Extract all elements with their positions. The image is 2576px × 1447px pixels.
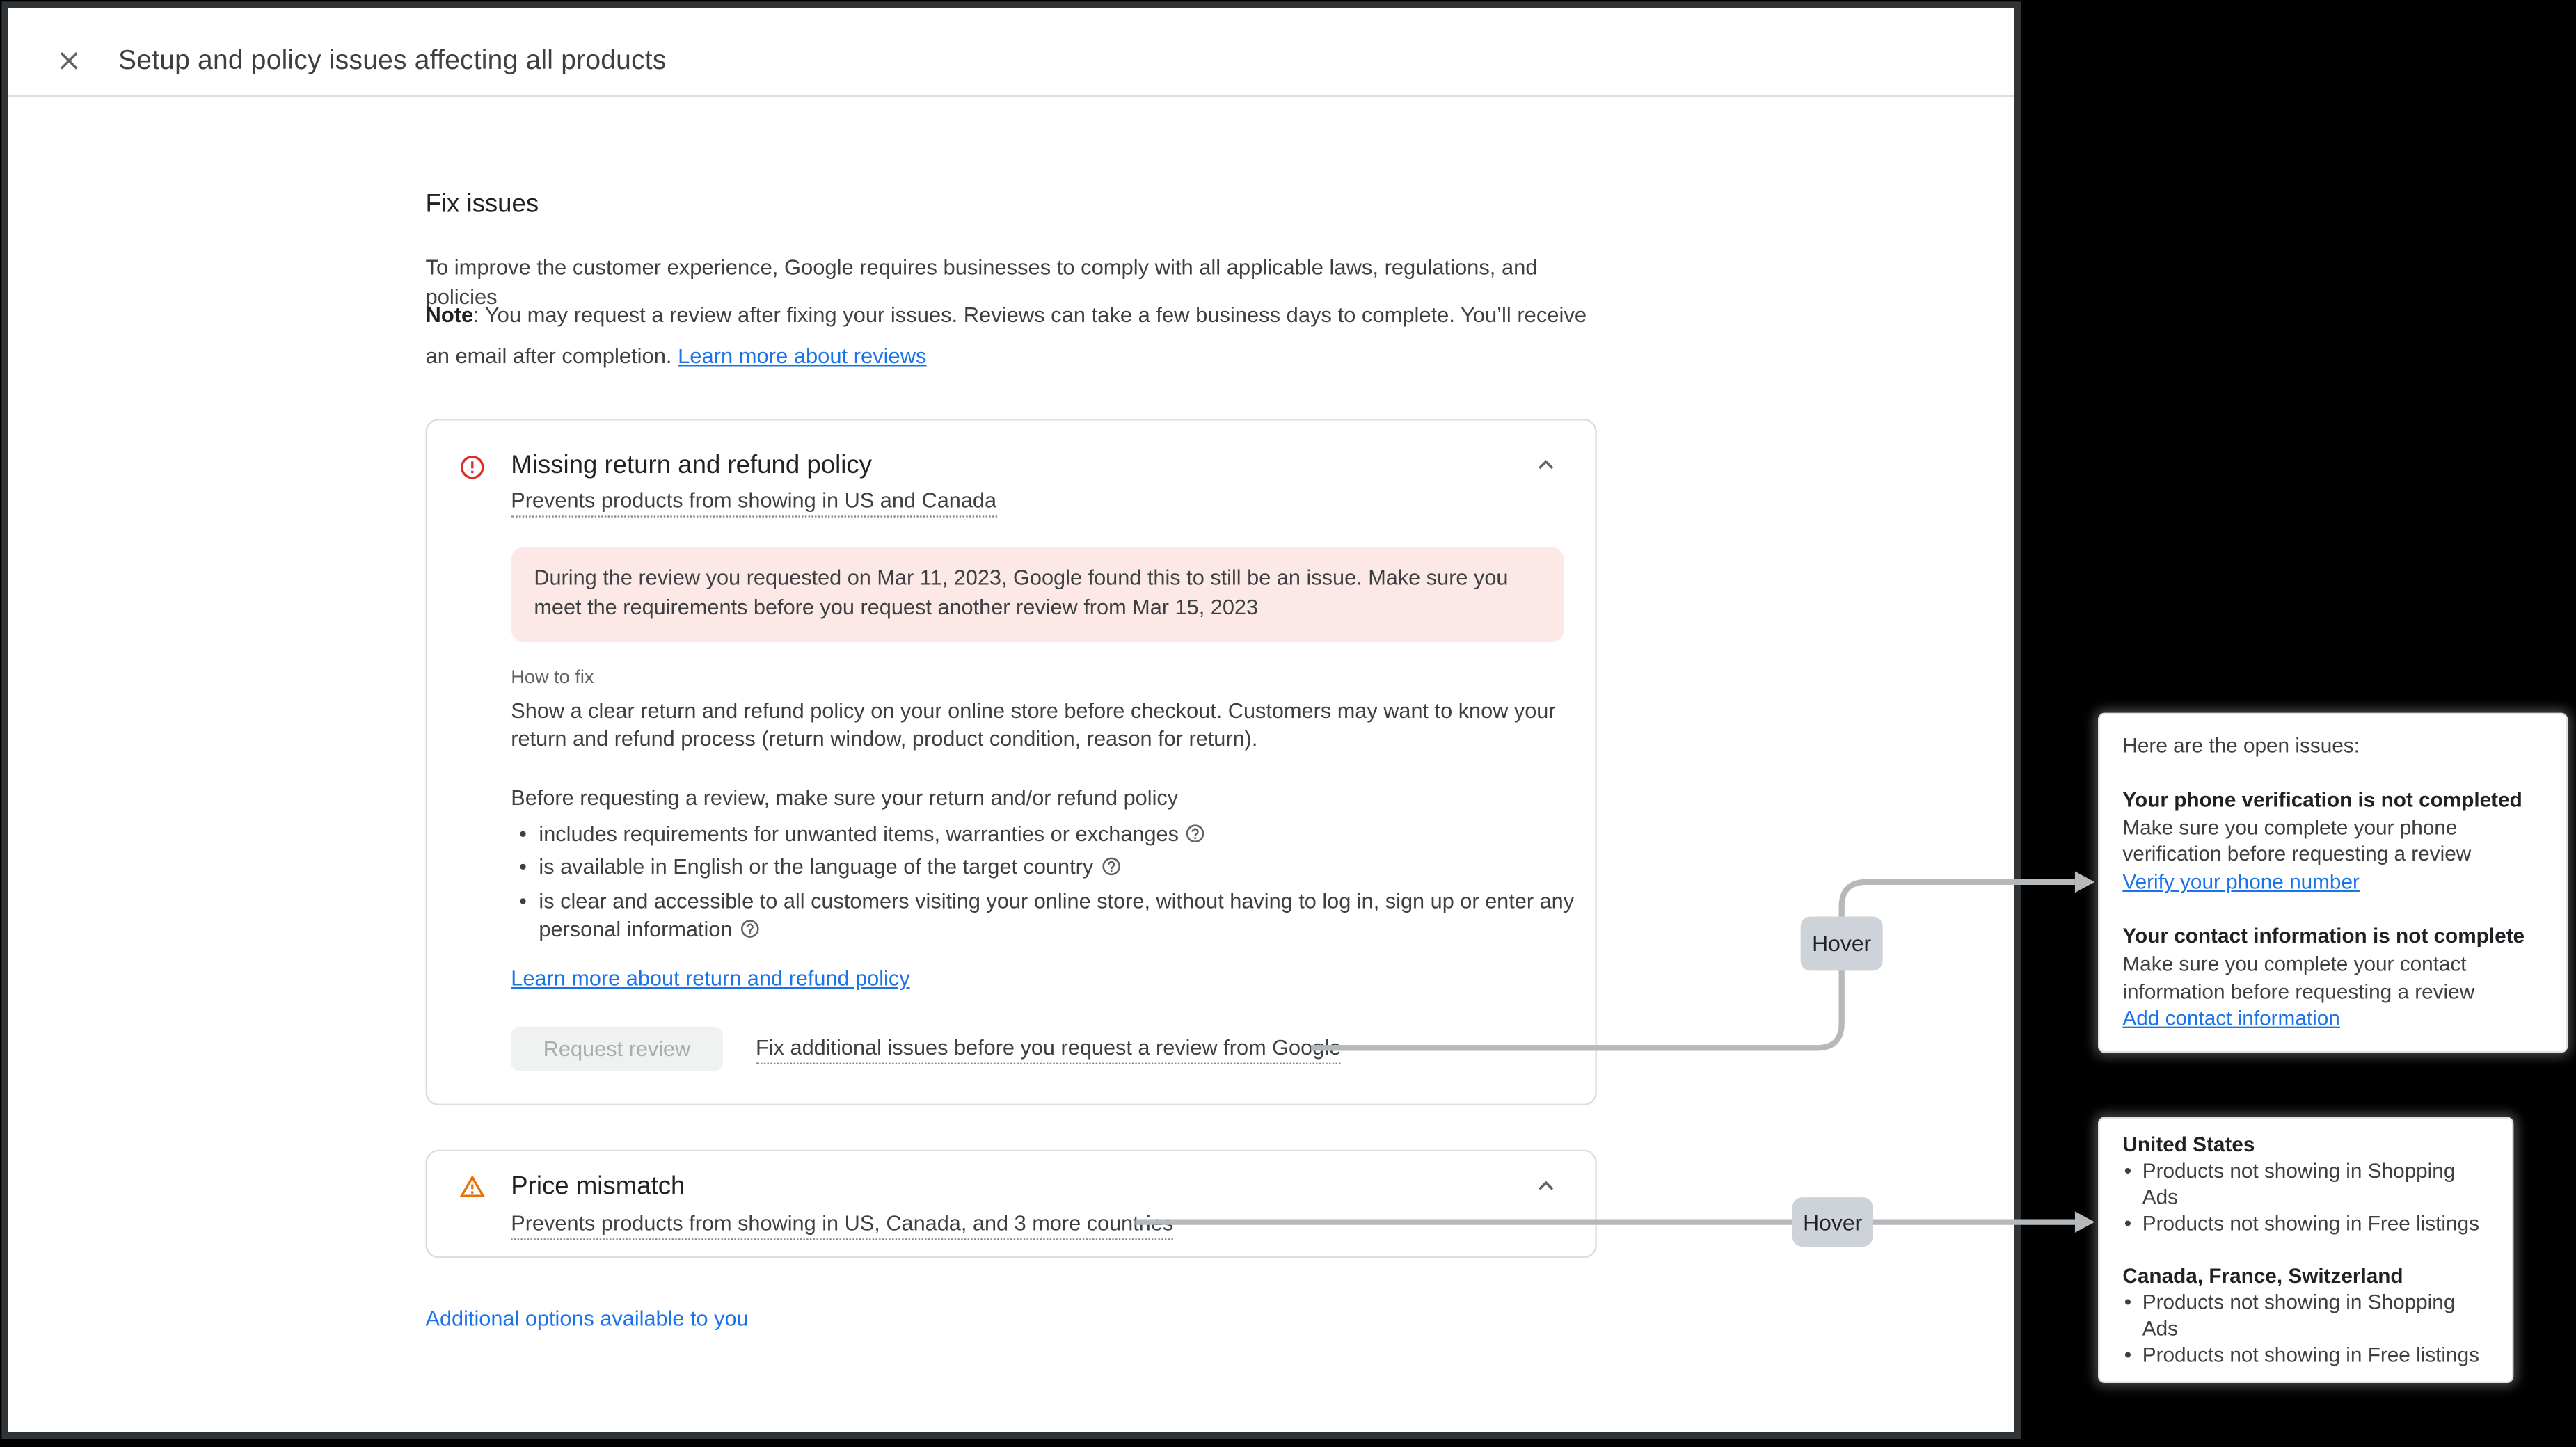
tooltip-open-issues [2098, 713, 2568, 1053]
add-contact-link[interactable]: Add contact information [2122, 1007, 2340, 1031]
close-button[interactable] [54, 46, 84, 75]
help-icon[interactable] [739, 918, 761, 940]
how-to-fix-label: How to fix [511, 668, 594, 689]
list-item: • Products not showing in Shopping Ads [2122, 1289, 2489, 1342]
dialog-title: Setup and policy issues affecting all products [118, 46, 667, 76]
issue2-subtitle[interactable]: Prevents products from showing in US, Canada, and 3 more countries [511, 1210, 1173, 1235]
close-icon [54, 46, 84, 75]
canada-france-switzerland-title: Canada, France, Switzerland [2122, 1264, 2403, 1288]
arrow-right-icon [2075, 872, 2094, 893]
policy-requirements-list [511, 820, 1598, 949]
fix-issues-heading: Fix issues [425, 190, 539, 219]
setup-policy-dialog [8, 8, 2014, 1432]
additional-options [425, 1306, 748, 1330]
contact-info-title: Your contact information is not complete [2122, 925, 2525, 948]
contact-info-body: Make sure you complete your contact information before requesting a review [2122, 952, 2475, 1003]
hover-chip-countries[interactable]: Hover [1792, 1197, 1873, 1247]
note-paragraph [425, 294, 1595, 376]
additional-options-link[interactable]: Additional options available to you [425, 1305, 749, 1331]
list-item: • Products not showing in Free listings [2122, 1342, 2489, 1368]
fix-additional-issues-text[interactable]: Fix additional issues before you request a review from Google [756, 1034, 1341, 1059]
list-item: • is available in English or the language of the target country [511, 854, 1598, 882]
error-icon [459, 454, 486, 481]
issue-card-price-mismatch [425, 1150, 1596, 1258]
note-text: : You may request a review after fixing your issues. Reviews can take a few business days to complete. You’ll receive an email after completion. [425, 302, 1587, 368]
list-item: • is clear and accessible to all customers visiting your online store, without having to log in, sign up or enter any personal information [511, 887, 1598, 944]
review-alert-banner: During the review you requested on Mar 11, 2023, Google found this to still be an issue. Make sure you meet the requirements before you request another review from Mar 15, 2023 [511, 547, 1564, 642]
intro-paragraph: To improve the customer experience, Google requires businesses to comply with all applicable laws, regulations, and policies [425, 254, 1538, 309]
requirements-intro: Before requesting a review, make sure your return and/or refund policy [511, 785, 1179, 810]
learn-more-return-policy [511, 966, 909, 990]
how-to-fix-body: Show a clear return and refund policy on your online store before checkout. Customers may want to know your return and refund process (return window, product condition, reason for return). [511, 698, 1556, 751]
header-divider [8, 95, 2014, 97]
issue1-title: Missing return and refund policy [511, 451, 872, 480]
learn-more-reviews-link[interactable]: Learn more about reviews [678, 343, 927, 368]
note-label: Note [425, 302, 474, 327]
phone-verification-body: Make sure you complete your phone verification before requesting a review [2122, 815, 2472, 867]
collapse-issue2-button[interactable] [1531, 1171, 1560, 1200]
tooltip1-intro: Here are the open issues: [2122, 734, 2360, 758]
arrow-right-icon [2075, 1211, 2094, 1233]
chevron-up-icon [1531, 1171, 1560, 1200]
chevron-up-icon [1531, 450, 1560, 479]
list-item: • Products not showing in Free listings [2122, 1210, 2489, 1237]
list-item: • includes requirements for unwanted items, warranties or exchanges [511, 820, 1598, 848]
issue2-title: Price mismatch [511, 1172, 685, 1201]
us-title: United States [2122, 1133, 2255, 1157]
warning-icon [459, 1173, 486, 1201]
help-icon[interactable] [1100, 856, 1122, 878]
phone-verification-title: Your phone verification is not completed [2122, 788, 2522, 811]
issue1-subtitle[interactable]: Prevents products from showing in US and Canada [511, 488, 996, 512]
issue-card-missing-return-policy [425, 419, 1596, 1105]
request-review-button[interactable]: Request review [511, 1027, 723, 1071]
learn-more-return-policy-link[interactable]: Learn more about return and refund policy [511, 966, 910, 991]
help-icon[interactable] [1185, 823, 1207, 845]
list-item: • Products not showing in Shopping Ads [2122, 1158, 2489, 1211]
tooltip-countries [2098, 1117, 2513, 1382]
collapse-issue1-button[interactable] [1531, 450, 1560, 479]
verify-phone-link[interactable]: Verify your phone number [2122, 870, 2360, 894]
hover-chip-review[interactable]: Hover [1801, 916, 1883, 970]
